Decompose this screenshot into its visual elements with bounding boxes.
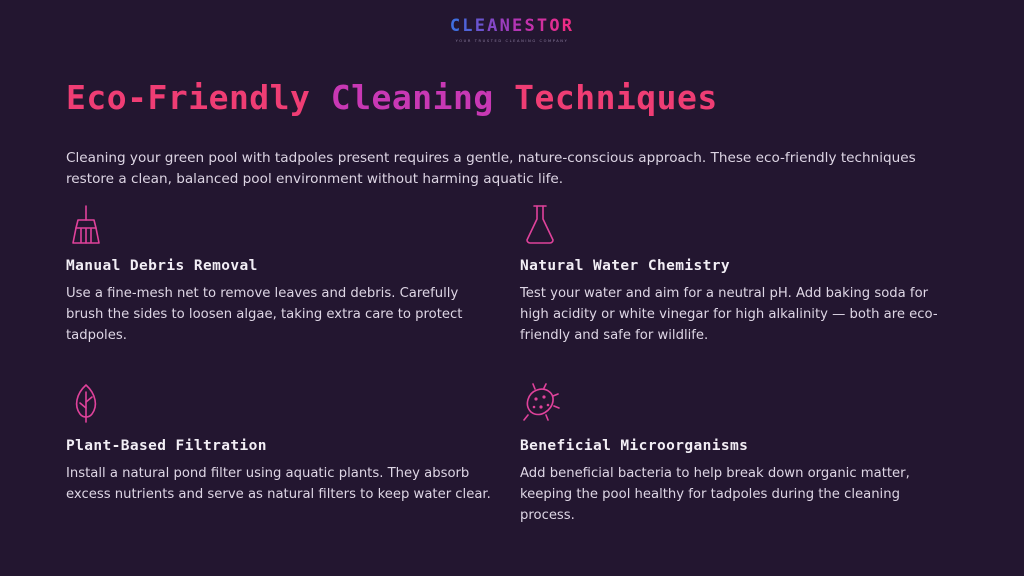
card-title: Natural Water Chemistry bbox=[520, 258, 730, 274]
broom-icon bbox=[66, 200, 496, 246]
page-title-part-1: Eco-Friendly bbox=[66, 78, 331, 117]
leaf-icon bbox=[66, 380, 496, 426]
technique-card bbox=[520, 380, 950, 526]
brand-logo bbox=[0, 16, 1024, 43]
technique-card bbox=[66, 200, 496, 346]
technique-grid bbox=[66, 200, 966, 526]
card-body: Install a natural pond filter using aquatic plants. They absorb excess nutrients and serve as natural filters to keep water clear. bbox=[66, 466, 491, 502]
brand-wordmark: CLEANESTOR bbox=[449, 16, 575, 36]
technique-card bbox=[66, 380, 496, 526]
card-title: Beneficial Microorganisms bbox=[520, 438, 749, 454]
page-title bbox=[66, 78, 718, 117]
card-title: Plant-Based Filtration bbox=[66, 438, 267, 454]
card-body: Test your water and aim for a neutral pH. Add baking soda for high acidity or white vinegar for high alkalinity — both are eco-friendly and safe for wildlife. bbox=[520, 286, 938, 343]
flask-icon bbox=[520, 200, 950, 246]
brand-tagline: YOUR TRUSTED CLEANING COMPANY bbox=[455, 39, 569, 43]
card-body: Add beneficial bacteria to help break down organic matter, keeping the pool healthy for tadpoles during the cleaning process. bbox=[520, 466, 910, 523]
technique-card bbox=[520, 200, 950, 346]
page-title-part-2: Cleaning bbox=[330, 78, 515, 117]
card-body: Use a fine-mesh net to remove leaves and debris. Carefully brush the sides to loosen algae, taking extra care to protect tadpoles. bbox=[66, 286, 463, 343]
card-title: Manual Debris Removal bbox=[66, 258, 258, 274]
page-title-part-3: Techniques bbox=[514, 78, 718, 117]
intro-paragraph: Cleaning your green pool with tadpoles present requires a gentle, nature-conscious approach. These eco-friendly techniques restore a clean, balanced pool environment without harming aquatic life. bbox=[66, 150, 916, 187]
microbe-icon bbox=[520, 380, 950, 426]
